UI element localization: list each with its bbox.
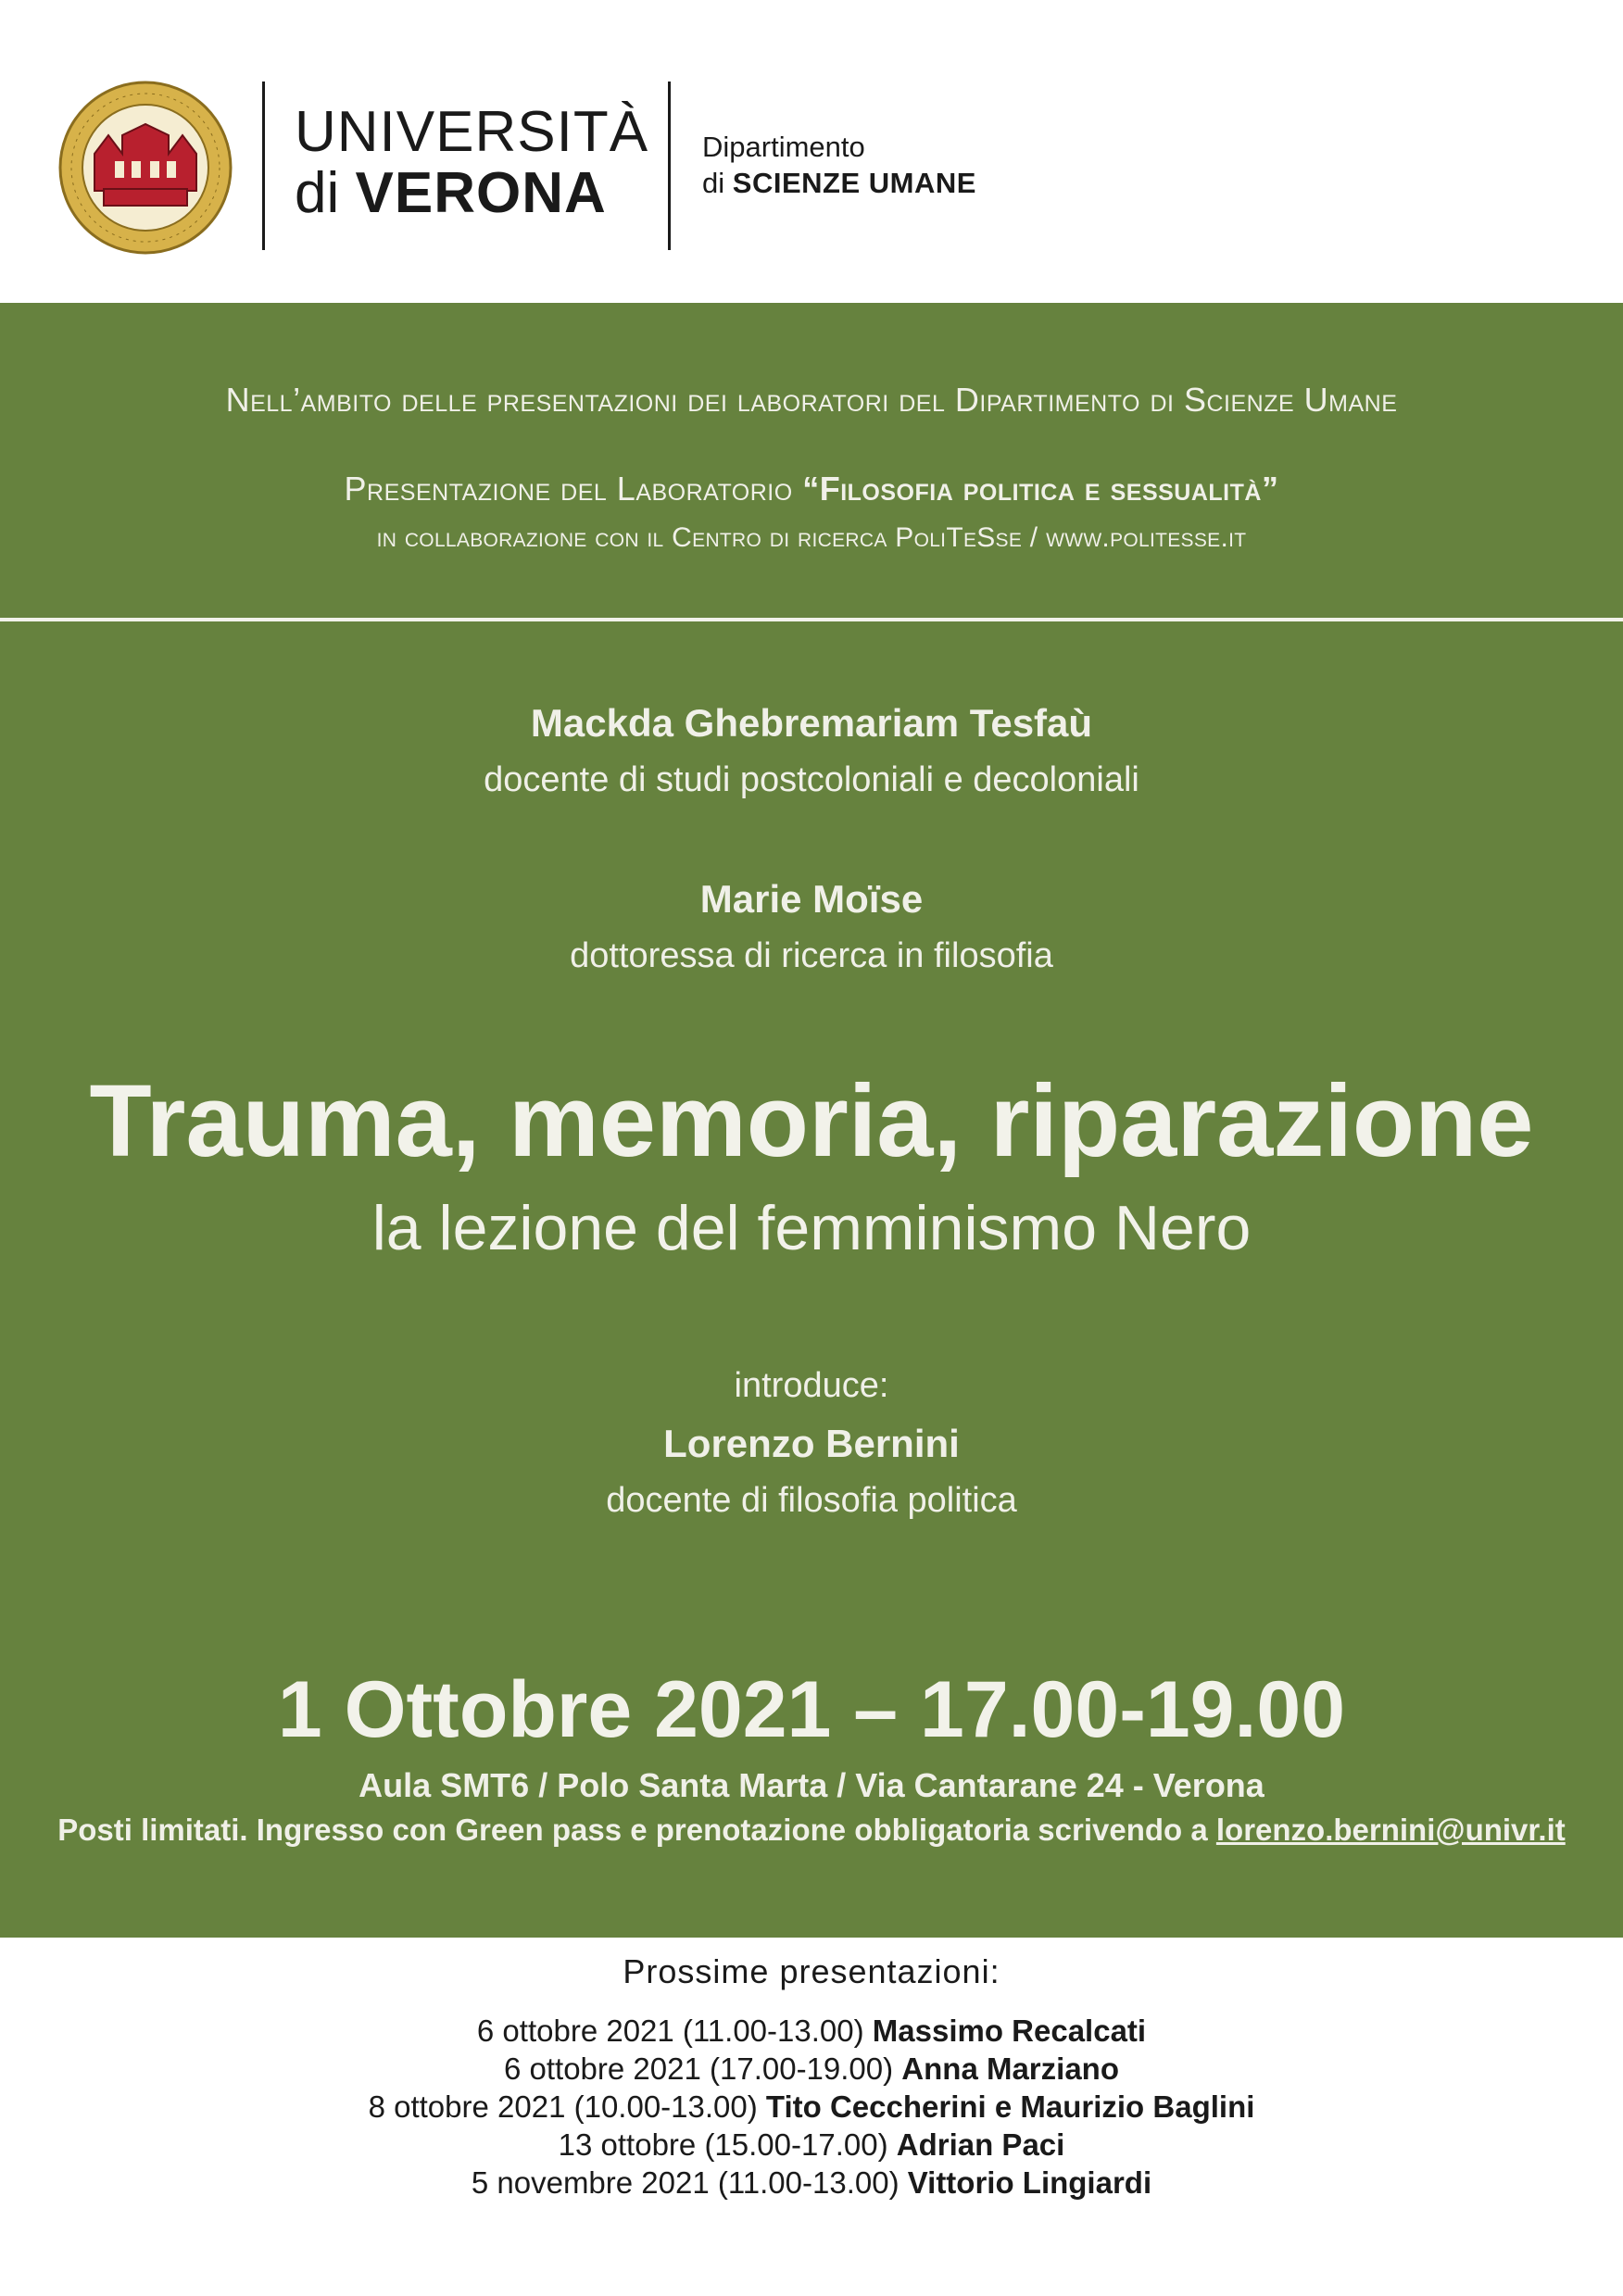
department-line1: Dipartimento [702, 131, 865, 163]
department-name [702, 130, 976, 202]
lab-title: “Filosofia politica e sessualità” [802, 470, 1279, 508]
university-line2-bold: VERONA [355, 161, 607, 225]
event-venue: Aula SMT6 / Polo Santa Marta / Via Cantarane 24 - Verona [359, 1766, 1264, 1804]
list-item-when: 6 ottobre 2021 (11.00-13.00) [476, 2014, 873, 2048]
list-item-who: Massimo Recalcati [872, 2014, 1147, 2048]
intro-line-2-prefix: Presentazione del Laboratorio [344, 470, 803, 508]
list-item [0, 2164, 1623, 2202]
speaker-1-role: docente di studi postcoloniali e decoloniali [484, 760, 1139, 799]
list-item-who: Adrian Paci [896, 2127, 1065, 2162]
booking-note-text: Posti limitati. Ingresso con Green pass e prenotazione obbligatoria scrivendo a [57, 1813, 1216, 1847]
introducer-name: Lorenzo Bernini [663, 1422, 960, 1465]
speaker-1-name: Mackda Ghebremariam Tesfaù [530, 701, 1093, 745]
university-name [295, 100, 649, 225]
booking-note [0, 1813, 1623, 1848]
list-item [0, 2012, 1623, 2050]
department-line2 [702, 166, 976, 202]
header [0, 0, 1623, 303]
upcoming-list [0, 2012, 1623, 2202]
speaker-2-name: Marie Moïse [699, 877, 924, 921]
list-item [0, 2126, 1623, 2164]
booking-email-link[interactable]: lorenzo.bernini@univr.it [1215, 1813, 1566, 1847]
list-item-when: 13 ottobre (15.00-17.00) [558, 2127, 897, 2162]
intro-line-3: in collaborazione con il Centro di ricerca PoliTeSse / www.politesse.it [376, 522, 1247, 553]
event-date-time: 1 Ottobre 2021 – 17.00-19.00 [277, 1665, 1346, 1754]
list-item [0, 2088, 1623, 2126]
list-item [0, 2050, 1623, 2088]
list-item-when: 5 novembre 2021 (11.00-13.00) [471, 2165, 908, 2200]
list-item-when: 6 ottobre 2021 (17.00-19.00) [503, 2051, 902, 2086]
list-item-who: Vittorio Lingiardi [907, 2165, 1152, 2200]
introduce-label: introduce: [734, 1366, 889, 1405]
upcoming-section [0, 1938, 1623, 2296]
list-item-who: Anna Marziano [901, 2051, 1119, 2086]
event-panel [0, 303, 1623, 1938]
introducer-role: docente di filosofia politica [606, 1481, 1017, 1520]
event-subtitle: la lezione del femminismo Nero [371, 1193, 1252, 1263]
event-title: Trauma, memoria, riparazione [89, 1064, 1534, 1178]
header-divider-2 [668, 82, 671, 250]
intro-line-2 [0, 470, 1623, 508]
upcoming-title: Prossime presentazioni: [623, 1952, 1000, 1990]
university-line1: UNIVERSITÀ [295, 100, 649, 164]
department-line2-bold: SCIENZE UMANE [732, 166, 976, 199]
intro-line-1: Nell’ambito delle presentazioni dei laboratori del Dipartimento di Scienze Umane [225, 381, 1398, 419]
speaker-2-role: dottoressa di ricerca in filosofia [570, 936, 1053, 975]
university-seal-logo [57, 80, 233, 256]
header-divider-1 [262, 82, 265, 250]
university-line2-prefix: di [295, 161, 340, 225]
department-line2-prefix: di [702, 166, 725, 199]
list-item-who: Tito Ceccherini e Maurizio Baglini [765, 2089, 1255, 2124]
university-line2 [295, 161, 648, 225]
section-divider [0, 618, 1623, 621]
list-item-when: 8 ottobre 2021 (10.00-13.00) [368, 2089, 766, 2124]
